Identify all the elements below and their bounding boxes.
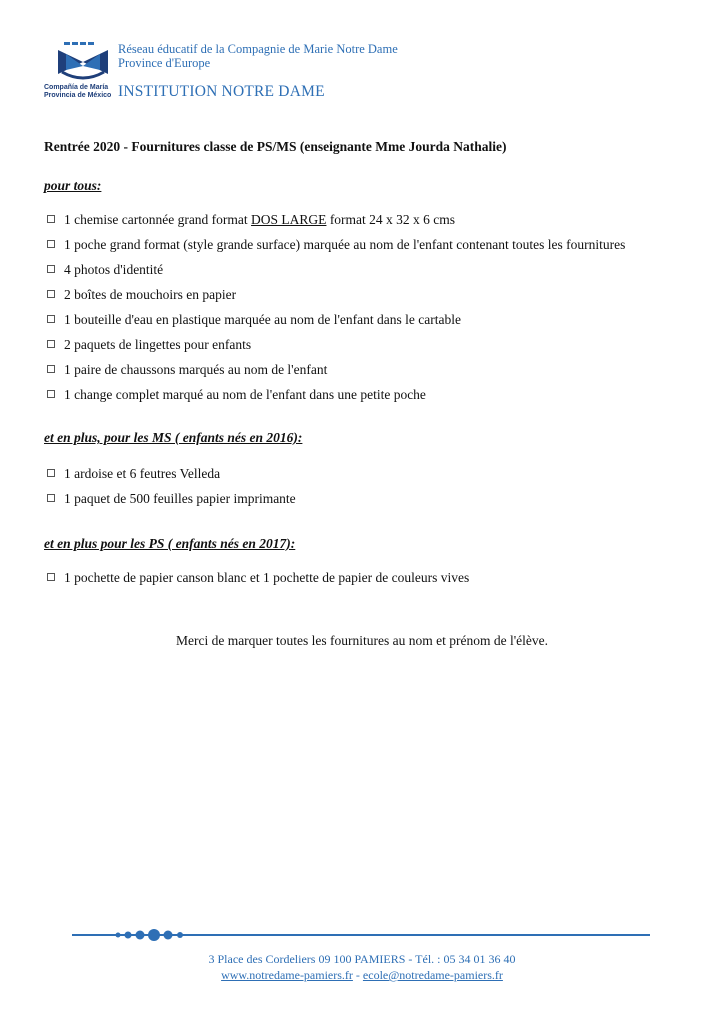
checkbox-icon (47, 215, 55, 223)
closing-note: Merci de marquer toutes les fournitures au nom et prénom de l'élève. (175, 633, 549, 648)
logo-caption: Compañía de María Provincia de México (44, 84, 112, 99)
item-text: 4 photos d'identité (64, 262, 164, 277)
website-link[interactable]: www.notredame-pamiers.fr (221, 968, 353, 982)
list-item (44, 335, 625, 360)
list-item (44, 360, 625, 385)
footer-divider (72, 925, 650, 945)
checkbox-icon (47, 315, 55, 323)
footer-separator: - (352, 968, 363, 982)
list-item (44, 210, 625, 235)
item-text: 1 paquet de 500 feuilles papier imprimante (64, 491, 296, 506)
list-item (44, 385, 625, 410)
item-text: 1 pochette de papier canson blanc et 1 pochette de papier de couleurs vives (64, 570, 470, 585)
province-name: Province d'Europe (118, 56, 211, 70)
item-text: 1 paire de chaussons marqués au nom de l'enfant (64, 362, 328, 377)
checkbox-icon (47, 390, 55, 398)
document-title: Rentrée 2020 - Fournitures classe de PS/MS (enseignante Mme Jourda Nathalie) (44, 139, 507, 154)
item-text: 1 chemise cartonnée grand format DOS LARGE format 24 x 32 x 6 cms (64, 212, 456, 227)
footer-contact (0, 968, 724, 983)
list-item (44, 568, 469, 593)
supplies-list-all (44, 210, 625, 410)
item-text: 2 boîtes de mouchoirs en papier (64, 287, 237, 302)
supplies-list-ms (44, 464, 296, 514)
section-heading-ms: et en plus, pour les MS ( enfants nés en 2016): (44, 430, 303, 445)
list-item (44, 235, 625, 260)
item-text: 1 change complet marqué au nom de l'enfant dans une petite poche (64, 387, 426, 402)
item-text: 2 paquets de lingettes pour enfants (64, 337, 252, 352)
section-heading-ps: et en plus pour les PS ( enfants nés en 2017): (44, 536, 296, 551)
institution-name: INSTITUTION NOTRE DAME (118, 83, 325, 100)
emphasis-text: DOS LARGE (251, 212, 327, 227)
section-heading-all: pour tous: (44, 178, 102, 193)
checkbox-icon (47, 290, 55, 298)
item-text: 1 poche grand format (style grande surface) marquée au nom de l'enfant contenant toutes les fournitures (64, 237, 626, 252)
footer-address: 3 Place des Cordeliers 09 100 PAMIERS - Tél. : 05 34 01 36 40 (208, 952, 516, 966)
list-item (44, 310, 625, 335)
checkbox-icon (47, 494, 55, 502)
checkbox-icon (47, 365, 55, 373)
list-item (44, 285, 625, 310)
email-link[interactable]: ecole@notredame-pamiers.fr (362, 968, 503, 982)
supplies-list-ps (44, 568, 469, 593)
list-item (44, 464, 296, 489)
checkbox-icon (47, 340, 55, 348)
list-item (44, 489, 296, 514)
item-text: 1 ardoise et 6 feutres Velleda (64, 466, 221, 481)
checkbox-icon (47, 265, 55, 273)
checkbox-icon (47, 573, 55, 581)
list-item (44, 260, 625, 285)
network-name: Réseau éducatif de la Compagnie de Marie Notre Dame (118, 42, 398, 56)
checkbox-icon (47, 469, 55, 477)
item-text: 1 bouteille d'eau en plastique marquée au nom de l'enfant dans le cartable (64, 312, 461, 327)
checkbox-icon (47, 240, 55, 248)
